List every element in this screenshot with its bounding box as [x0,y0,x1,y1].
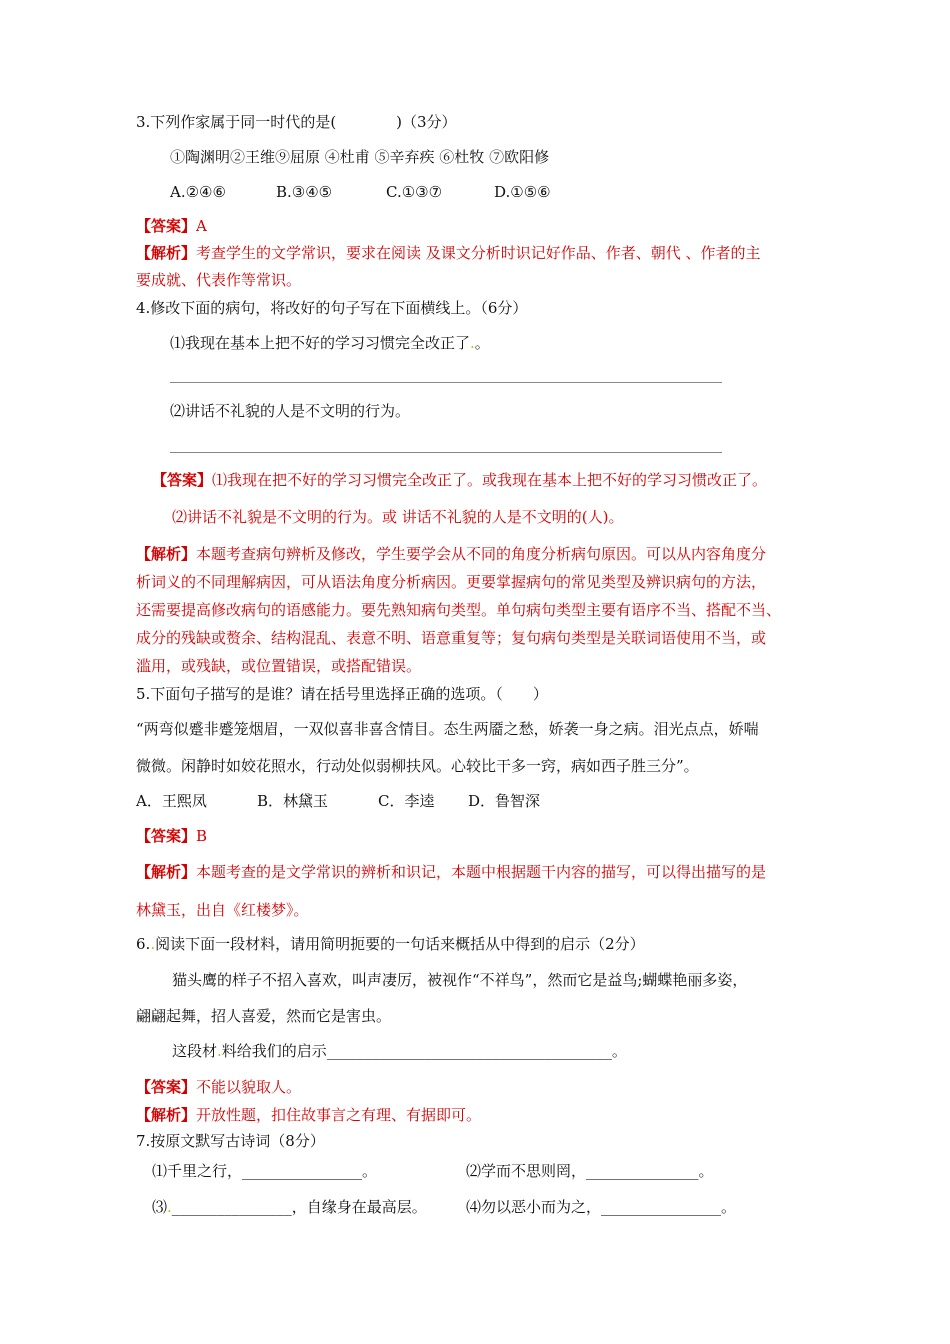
q6-para-line-1: 猫头鹰的样子不招入喜欢，叫声凄厉，被视作“不祥鸟”，然而它是益鸟;蝴蝶艳丽多姿， [172,971,748,989]
q5-option-d: D．鲁智深 [468,792,541,810]
q3-option-d: D.①⑤⑥ [494,183,551,201]
q7-line-1 [152,1161,377,1181]
q3-option-b: B.③④⑤ [276,183,333,201]
q3-analysis [136,243,761,263]
q3-answer [136,216,207,236]
q4-sentence-1-end: 。 [474,334,490,352]
q7-line-1-end: 。 [362,1162,378,1180]
q6-analysis [136,1105,481,1125]
q4-question: 4.修改下面的病句，将改好的句子写在下面横线上。（6分） [136,299,528,317]
q4-answer [152,470,767,490]
q5-quote-line-2: 微微。闲静时如姣花照水，行动处似弱柳扶风。心较比干多一窍，病如西子胜三分”。 [136,757,699,775]
q6-answer-value: 不能以貌取人。 [196,1078,302,1096]
q7-line-4 [466,1197,736,1217]
q7-line-2-text: ⑵学而不思则罔， [466,1162,587,1180]
q4-analysis-line-1: 本题考查病句辨析及修改，学生要学会从不同的角度分析病句原因。可以从内容角度分 [196,545,767,563]
answer-tag: 【答案】 [136,827,197,845]
q7-blank-1[interactable]: ________________ [242,1162,363,1180]
q7-line-3-text: ⑶ [152,1198,168,1216]
q5-option-c: C．李逵 [378,792,435,810]
q4-analysis-line-4: 成分的残缺或赘余、结构混乱、表意不明、语意重复等；复句病句类型是关联词语使用不当，或 [136,629,767,647]
analysis-tag: 【解析】 [136,244,197,262]
q6-analysis-text: 开放性题，扣住故事言之有理、有据即可。 [196,1106,482,1124]
q6-question-text: 阅读下面一段材料，请用简明扼要的一句话来概括从中得到的启示（2分） [155,935,645,953]
q3-analysis-line-2: 要成就、代表作等常识。 [136,271,302,289]
q7-line-1-text: ⑴千里之行， [152,1162,243,1180]
q6-number: 6. [136,935,151,953]
q7-line-2 [466,1161,714,1181]
q4-analysis-line-5: 滥用，或残缺，或位置错误，或搭配错误。 [136,657,422,675]
q7-blank-2[interactable]: _______________ [586,1162,699,1180]
q7-question: 7.按原文默写古诗词（8分） [136,1132,325,1150]
q4-analysis-line-3: 还需要提高修改病句的语感能力。要先熟知病句类型。单句病句类型主要有语序不当、搭配不当、 [136,601,782,619]
q5-option-b: B．林黛玉 [257,792,329,810]
q7-line-4-text: ⑷勿以恶小而为之， [466,1198,602,1216]
analysis-tag: 【解析】 [136,1106,197,1124]
q3-answer-value: A [196,217,207,235]
q6-prompt-end: 。 [611,1042,627,1060]
mark-icon: . [150,935,156,953]
q6-prompt-a: 这段材 [172,1042,218,1060]
q5-option-a: A．王熙凤 [136,792,207,810]
q4-analysis-line-2: 析词义的不同理解病因，可从语法角度分析病因。更要掌握病句的常见类型及辨识病句的方法， [136,573,767,591]
q4-analysis [136,544,766,564]
mark-icon: . [167,1198,172,1216]
q5-question: 5.下面句子描写的是谁？请在括号里选择正确的选项。（ ） [136,685,548,703]
q7-line-3-end: ，自缘身在最高层。 [291,1198,427,1216]
answer-tag: 【答案】 [152,471,213,489]
q5-analysis-line-1: 本题考查的是文学常识的辨析和识记，本题中根据题干内容的描写，可以得出描写的是 [196,863,767,881]
q5-quote-line-1: “两弯似蹙非蹙笼烟眉，一双似喜非喜含情目。态生两靥之愁，娇袭一身之病。泪光点点，娇喘 [136,720,759,738]
q4-sentence-1-text: ⑴我现在基本上把不好的学习习惯完全改正了 [170,334,471,352]
q4-answer-line-2: ⑵讲话不礼貌是不文明的行为。或 讲话不礼貌的人是不文明的(人)。 [172,508,624,526]
mark-icon: . [217,1042,222,1060]
q6-blank[interactable]: ______________________________________ [326,1042,612,1060]
q4-sentence-1 [170,333,490,353]
q6-answer [136,1077,301,1097]
q3-option-c: C.①③⑦ [386,183,443,201]
q6-prompt [172,1041,627,1061]
q5-answer-value: B [196,827,208,845]
q6-question [136,934,645,954]
q4-sentence-2: ⑵讲话不礼貌的人是不文明的行为。 [170,402,411,420]
analysis-tag: 【解析】 [136,863,197,881]
answer-tag: 【答案】 [136,217,197,235]
q3-option-a: A.②④⑥ [170,183,226,201]
q3-question: 3.下列作家属于同一时代的是( )（3分） [136,113,457,131]
q5-analysis-line-2: 林黛玉，出自《红楼梦》。 [136,901,309,919]
q4-answer-line-1: ⑴我现在把不好的学习习惯完全改正了。或我现在基本上把不好的学习习惯改正了。 [212,471,768,489]
q7-blank-4[interactable]: ________________ [601,1198,722,1216]
q7-blank-3[interactable]: ________________ [171,1198,292,1216]
mark-icon: . [470,334,475,352]
answer-line-2 [170,452,722,453]
q3-analysis-line-1: 考查学生的文学常识，要求在阅读 及课文分析时识记好作品、作者、朝代 、作者的主 [196,244,761,262]
answer-tag: 【答案】 [136,1078,197,1096]
q7-line-2-end: 。 [698,1162,714,1180]
q6-para-line-2: 翩翩起舞，招人喜爱，然而它是害虫。 [136,1007,392,1025]
q7-line-4-end: 。 [721,1198,737,1216]
q5-answer [136,826,207,846]
answer-line-1 [170,382,722,383]
q6-prompt-b: 料给我们的启示 [221,1042,327,1060]
q7-line-3 [152,1197,427,1217]
q3-items: ①陶渊明②王维⑨屈原 ④杜甫 ⑤辛弃疾 ⑥杜牧 ⑦欧阳修 [170,148,550,166]
q5-analysis [136,862,766,882]
analysis-tag: 【解析】 [136,545,197,563]
